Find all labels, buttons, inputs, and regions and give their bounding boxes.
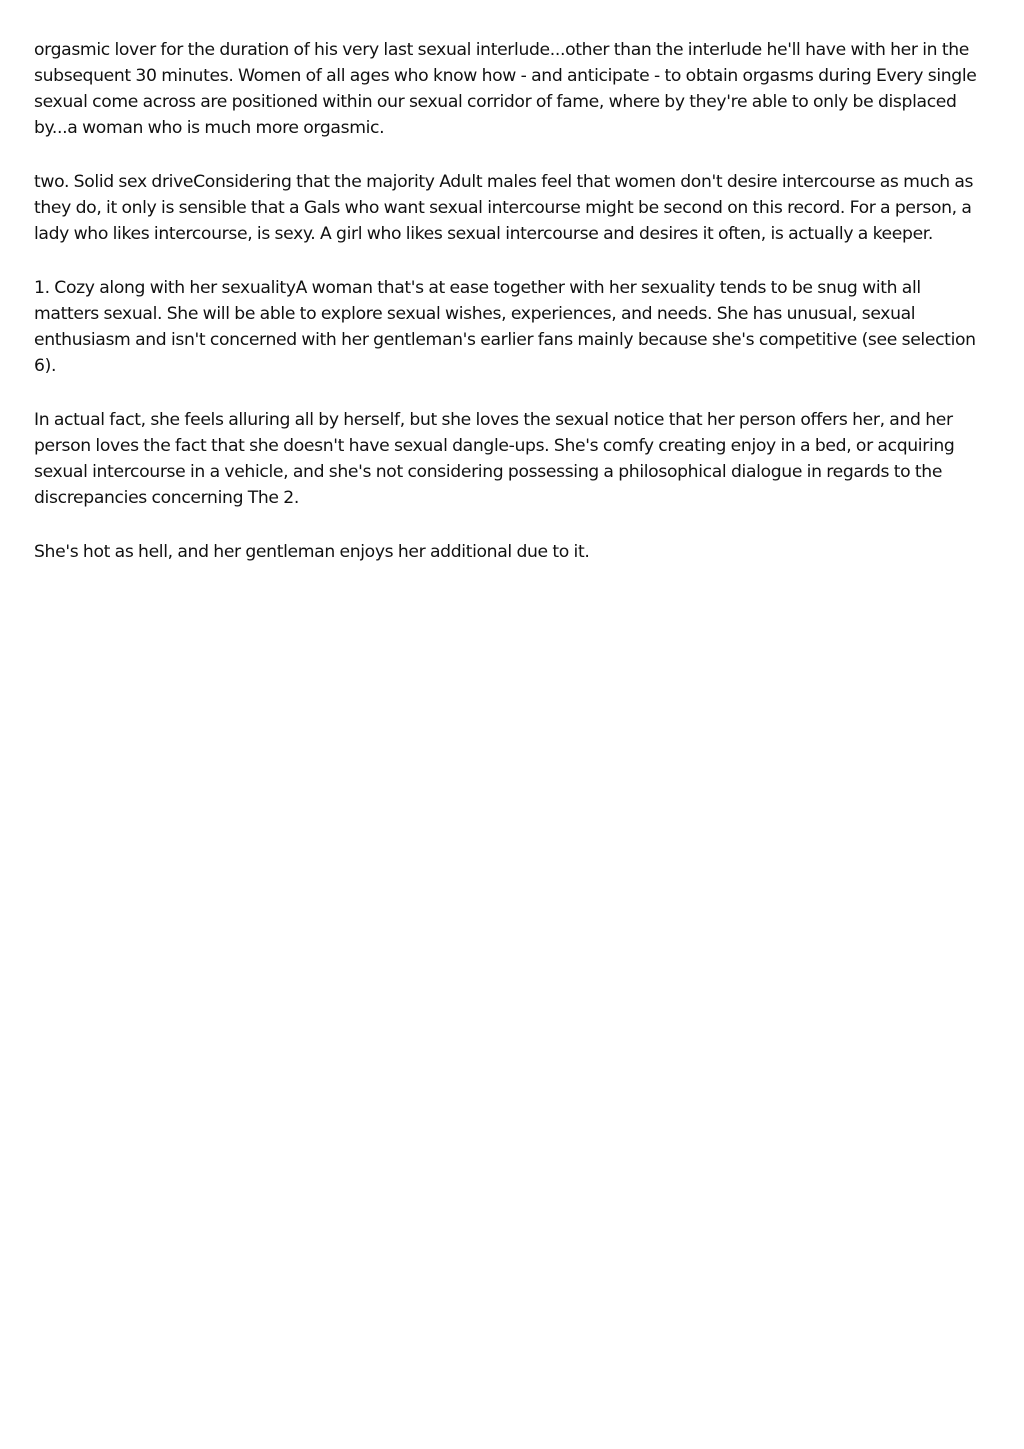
paragraph-cozy-with-sexuality: 1. Cozy along with her sexualityA woman that's at ease together with her sexuality tends to be snug with all matters sexual. She will be able to explore sexual wishes, experiences, and needs. She has unusual, sexual enthusiasm and isn't concerned with her gentleman's earlier fans mainly because she's competitive (see selection 6).: [34, 278, 976, 376]
document-page: [34, 37, 990, 565]
paragraph-feels-alluring: In actual fact, she feels alluring all by herself, but she loves the sexual notice that her person offers her, and her person loves the fact that she doesn't have sexual dangle-ups. She's comfy creating enjoy in a bed, or acquiring sexual intercourse in a vehicle, and she's not considering possessing a philosophical dialogue in regards to the discrepancies concerning The 2.: [34, 410, 955, 508]
paragraph-hot-as-hell: She's hot as hell, and her gentleman enjoys her additional due to it.: [34, 542, 590, 562]
paragraph-orgasmic-lover: orgasmic lover for the duration of his very last sexual interlude...other than the interlude he'll have with her in the subsequent 30 minutes. Women of all ages who know how - and anticipate - to obtain orgasms during Every single sexual come across are positioned within our sexual corridor of fame, where by they're able to only be displaced by...a woman who is much more orgasmic.: [34, 40, 977, 138]
paragraph-solid-sex-drive: two. Solid sex driveConsidering that the majority Adult males feel that women don't desire intercourse as much as they do, it only is sensible that a Gals who want sexual intercourse might be second on this record. For a person, a lady who likes intercourse, is sexy. A girl who likes sexual intercourse and desires it often, is actually a keeper.: [34, 172, 974, 244]
